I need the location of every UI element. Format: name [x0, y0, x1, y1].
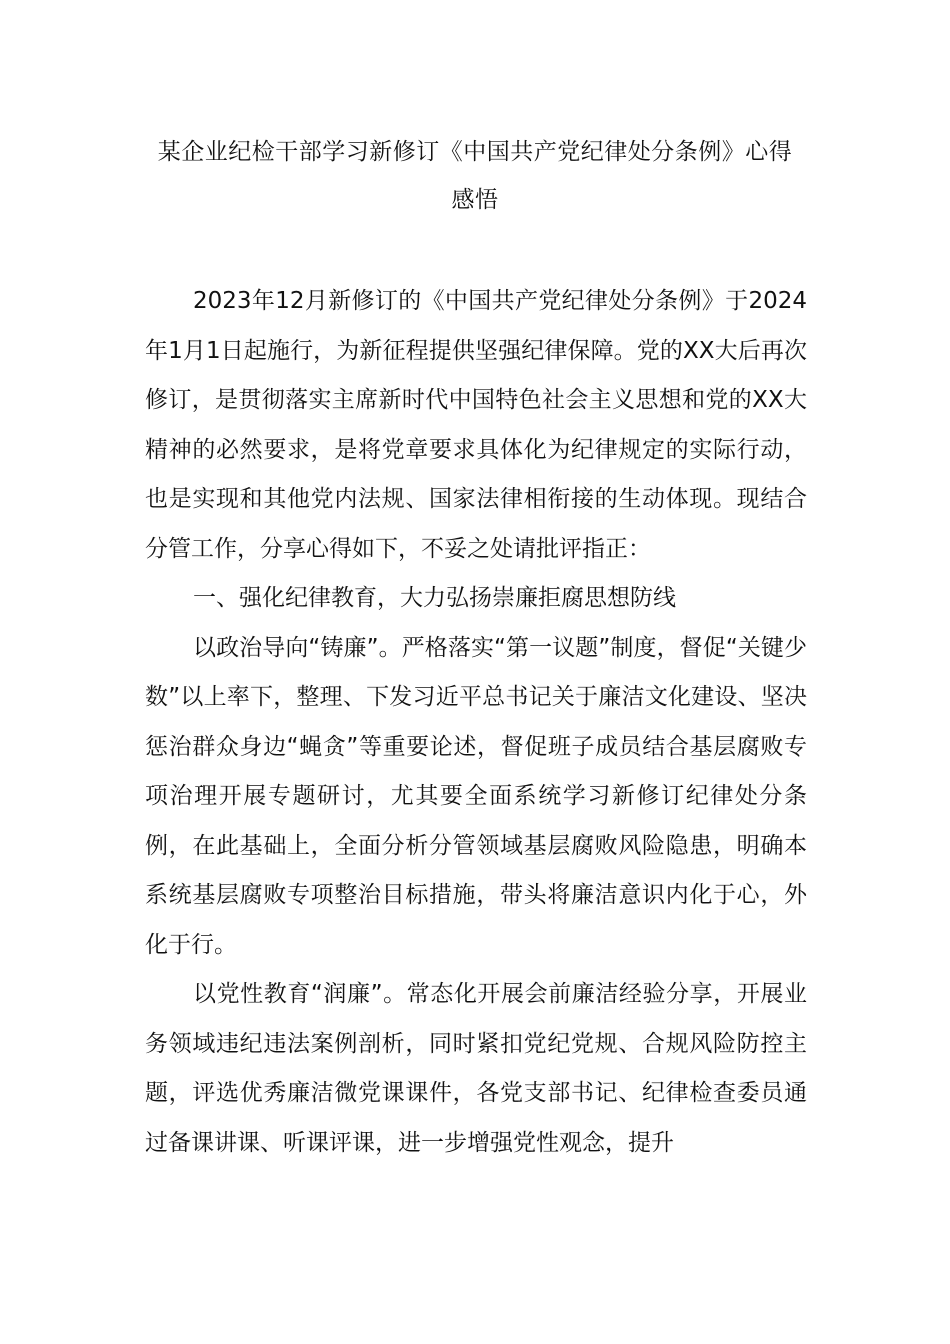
document-body	[145, 277, 807, 1168]
document-title	[130, 128, 820, 224]
title-line-1: 某企业纪检干部学习新修订《中国共产党纪律处分条例》心得	[157, 139, 793, 165]
paragraph-party-education: 以党性教育“润廉”。常态化开展会前廉洁经验分享，开展业务领域违纪违法案例剖析，同时紧扣党纪党规、合规风险防控主题，评选优秀廉洁微党课课件，各党支部书记、纪律检查委员通过备课讲课、听课评课，进一步增强党性观念，提升	[145, 981, 807, 1156]
paragraph-intro: 2023年12月新修订的《中国共产党纪律处分条例》于2024年1月1日起施行，为新征程提供坚强纪律保障。党的XX大后再次修订，是贯彻落实主席新时代中国特色社会主义思想和党的XX大精神的必然要求，是将党章要求具体化为纪律规定的实际行动，也是实现和其他党内法规、国家法律相衔接的生动体现。现结合分管工作，分享心得如下，不妥之处请批评指正：	[145, 288, 807, 562]
title-line-2: 感悟	[451, 187, 499, 213]
section-heading-1: 一、强化纪律教育，大力弘扬崇廉拒腐思想防线	[193, 585, 676, 611]
paragraph-political-guidance: 以政治导向“铸廉”。严格落实“第一议题”制度，督促“关键少数”以上率下，整理、下发习近平总书记关于廉洁文化建设、坚决惩治群众身边“蝇贪”等重要论述，督促班子成员结合基层腐败专项治理开展专题研讨，尤其要全面系统学习新修订纪律处分条例，在此基础上，全面分析分管领域基层腐败风险隐患，明确本系统基层腐败专项整治目标措施，带头将廉洁意识内化于心，外化于行。	[145, 634, 807, 958]
